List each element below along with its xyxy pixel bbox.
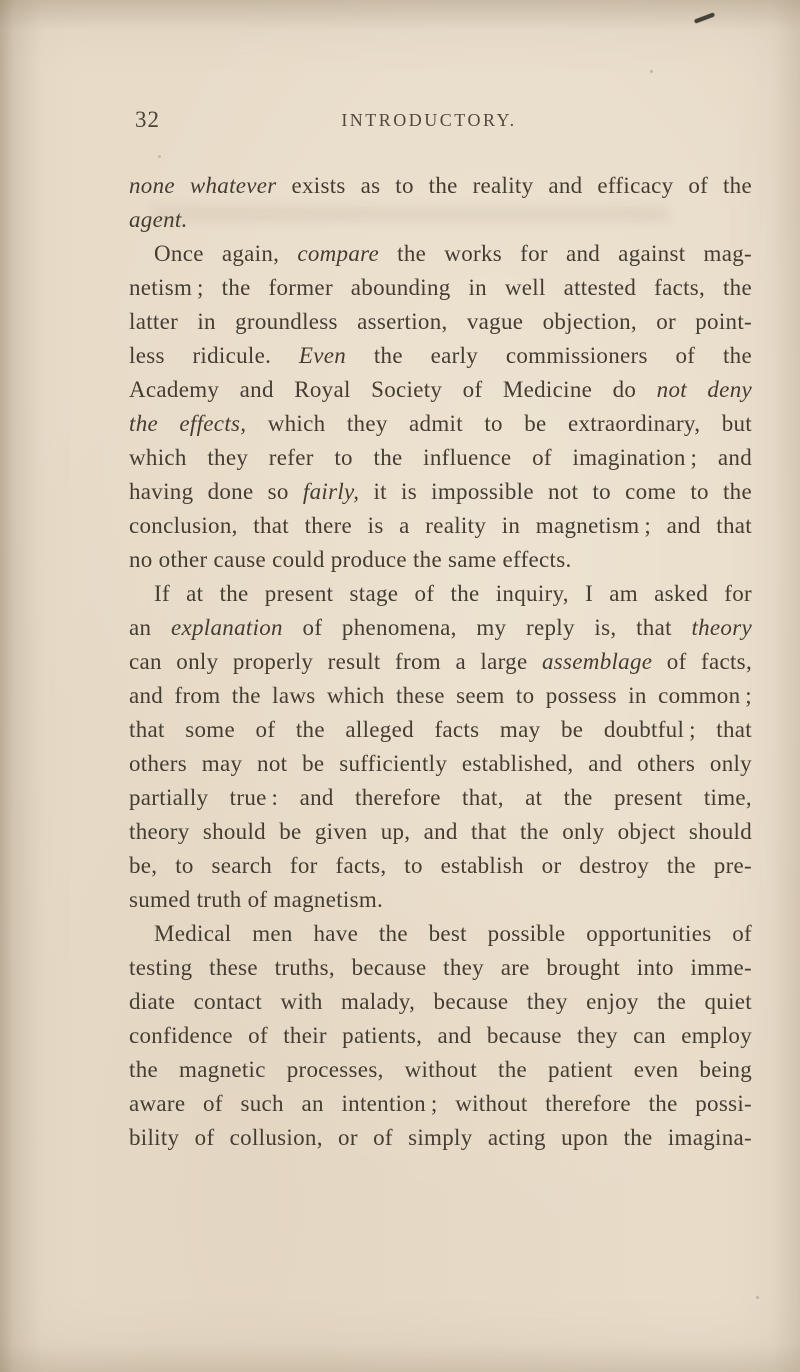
text-segment: confidence of their patients, and because they can employ	[129, 1023, 752, 1048]
text-line	[129, 645, 752, 679]
paper-speck	[158, 155, 161, 158]
text-line	[129, 883, 752, 917]
text-segment: that some of the alleged facts may be doubtful ; that	[129, 717, 752, 742]
text-segment: Academy and Royal Society of Medicine do	[129, 377, 657, 402]
text-segment: bility of collusion, or of simply acting upon the imagina-	[129, 1125, 752, 1150]
text-segment: the early commissioners of the	[346, 343, 752, 368]
italic-text-segment: not deny	[656, 377, 752, 402]
text-segment: of facts,	[652, 649, 752, 674]
text-line	[129, 781, 752, 815]
text-segment: having done so	[129, 479, 303, 504]
text-segment: which they refer to the influence of imagination ; and	[129, 445, 752, 470]
text-line	[129, 373, 752, 407]
text-line	[129, 815, 752, 849]
text-line	[129, 407, 752, 441]
text-line	[129, 679, 752, 713]
text-segment: testing these truths, because they are brought into imme-	[129, 955, 752, 980]
text-segment: no other cause could produce the same effects.	[129, 547, 572, 572]
italic-text-segment: the effects,	[129, 411, 247, 436]
italic-text-segment: fairly,	[302, 479, 360, 504]
text-segment: the magnetic processes, without the patient even being	[129, 1057, 752, 1082]
text-segment: conclusion, that there is a reality in magnetism ; and that	[129, 513, 752, 538]
italic-text-segment: agent.	[129, 207, 188, 232]
text-line	[129, 169, 752, 203]
italic-text-segment: none whatever	[129, 173, 277, 198]
paper-speck	[650, 70, 653, 73]
text-segment: which they admit to be extraordinary, but	[246, 411, 752, 436]
text-segment: others may not be sufficiently established, and others only	[129, 751, 752, 776]
text-line	[129, 1087, 752, 1121]
text-segment: be, to search for facts, to establish or destroy the pre-	[129, 853, 752, 878]
text-line	[129, 543, 752, 577]
text-line	[129, 441, 752, 475]
page-number: 32	[135, 107, 160, 132]
text-segment: theory should be given up, and that the only object should	[129, 819, 752, 844]
text-segment: If at the present stage of the inquiry, I am asked for	[154, 581, 752, 606]
text-segment: and from the laws which these seem to possess in common ;	[129, 683, 752, 708]
text-segment: latter in groundless assertion, vague objection, or point-	[129, 309, 752, 334]
text-segment: can only properly result from a large	[129, 649, 542, 674]
italic-text-segment: Even	[298, 343, 347, 368]
text-line	[129, 713, 752, 747]
text-line	[129, 985, 752, 1019]
text-segment: an	[129, 615, 171, 640]
text-line	[129, 475, 752, 509]
text-line	[129, 1121, 752, 1155]
text-segment: aware of such an intention ; without therefore the possi-	[129, 1091, 752, 1116]
italic-text-segment: explanation	[170, 615, 283, 640]
italic-text-segment: assemblage	[541, 649, 653, 674]
paper-speck	[756, 1296, 759, 1299]
text-segment: Medical men have the best possible opportunities of	[154, 921, 752, 946]
running-header: INTRODUCTORY.	[341, 110, 517, 130]
text-line	[129, 577, 752, 611]
italic-text-segment: compare	[297, 241, 380, 266]
text-line	[129, 203, 752, 237]
text-line	[129, 849, 752, 883]
text-line	[129, 951, 752, 985]
text-line	[129, 509, 752, 543]
text-segment: diate contact with malady, because they enjoy the quiet	[129, 989, 752, 1014]
text-line	[129, 339, 752, 373]
page-body	[129, 169, 752, 1155]
text-segment: the works for and against mag-	[379, 241, 752, 266]
text-line	[129, 1053, 752, 1087]
text-line	[129, 271, 752, 305]
text-line	[129, 611, 752, 645]
text-line	[129, 747, 752, 781]
ink-mark	[694, 12, 715, 23]
text-segment: of phenomena, my reply is, that	[282, 615, 692, 640]
italic-text-segment: theory	[691, 615, 752, 640]
text-segment: partially true : and therefore that, at the present time,	[129, 785, 752, 810]
text-line	[129, 1019, 752, 1053]
text-line	[129, 305, 752, 339]
text-segment: exists as to the reality and efficacy of the	[276, 173, 752, 198]
text-segment: Once again,	[154, 241, 298, 266]
text-segment: netism ; the former abounding in well attested facts, the	[129, 275, 752, 300]
text-segment: sumed truth of magnetism.	[129, 887, 384, 912]
text-line	[129, 917, 752, 951]
text-line	[129, 237, 752, 271]
text-segment: less ridicule.	[129, 343, 299, 368]
text-segment: it is impossible not to come to the	[359, 479, 752, 504]
